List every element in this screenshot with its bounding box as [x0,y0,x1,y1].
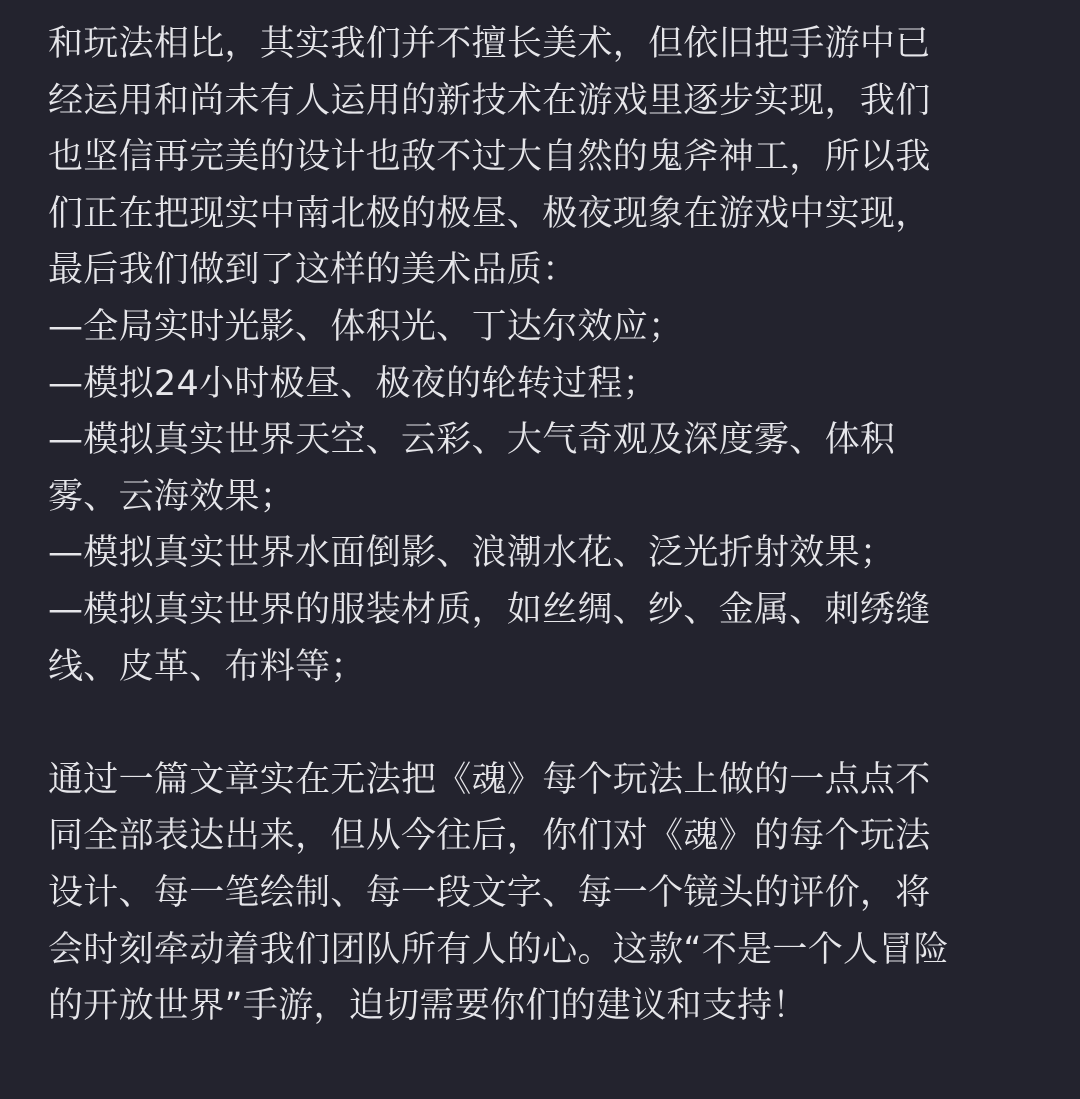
text-line: 设计、每一笔绘制、每一段文字、每一个镜头的评价，将 [48,872,931,913]
text-line: 的开放世界”手游，迫切需要你们的建议和支持！ [48,986,808,1027]
text-line: 同全部表达出来，但从今往后，你们对《魂》的每个玩法 [48,816,931,857]
text-line: 也坚信再完美的设计也敌不过大自然的鬼斧神工，所以我 [48,137,931,178]
paragraph-art-quality [48,16,1040,695]
list-item-continuation: 雾、云海效果； [48,476,296,517]
paragraph-spacer [48,695,1040,752]
list-item: —全局实时光影、体积光、丁达尔效应； [48,306,684,347]
text-line: 和玩法相比，其实我们并不擅长美术，但依旧把手游中已 [48,24,931,64]
list-item: —模拟24小时极昼、极夜的轮转过程； [48,363,658,404]
text-line: 经运用和尚未有人运用的新技术在游戏里逐步实现，我们 [48,80,931,121]
list-item: —模拟真实世界的服装材质，如丝绸、纱、金属、刺绣缝 [48,589,931,630]
list-item-continuation: 线、皮革、布料等； [48,646,366,687]
list-item: —模拟真实世界天空、云彩、大气奇观及深度雾、体积 [48,420,896,461]
text-line: 最后我们做到了这样的美术品质： [48,250,578,291]
paragraph-closing [48,752,1040,1035]
article-text [48,16,1040,1035]
text-line: 通过一篇文章实在无法把《魂》每个玩法上做的一点点不 [48,759,931,800]
text-line: 会时刻牵动着我们团队所有人的心。这款“不是一个人冒险 [48,929,949,970]
list-item: —模拟真实世界水面倒影、浪潮水花、泛光折射效果； [48,533,896,574]
text-line: 们正在把现实中南北极的极昼、极夜现象在游戏中实现， [48,193,931,234]
